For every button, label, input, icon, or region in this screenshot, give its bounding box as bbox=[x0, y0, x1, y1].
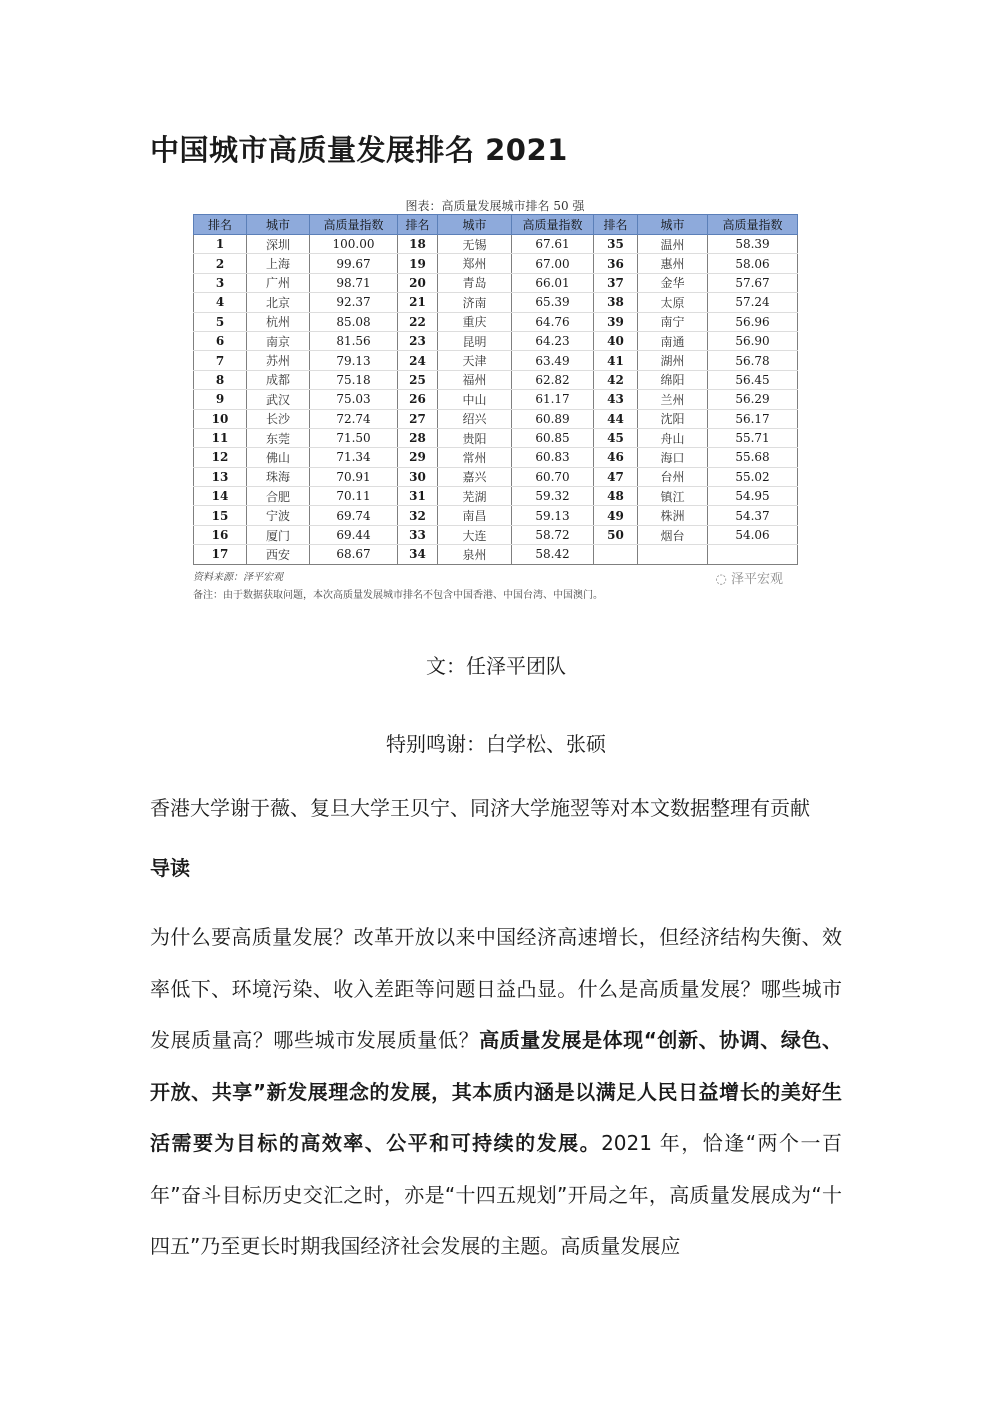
rank-cell: 40 bbox=[594, 331, 638, 350]
intro-bold-text: 高质量发展是体现“创新、协调、绿色、开放、共享”新发展理念的发展，其本质内涵是以满足人民日益增长的美好生活需要为目标的高效率、公平和可持续的发展。 bbox=[150, 1028, 842, 1155]
table-row bbox=[194, 545, 798, 564]
rank-cell: 11 bbox=[194, 428, 247, 447]
city-cell: 长沙 bbox=[247, 409, 310, 428]
watermark: ◌ 泽平宏观 bbox=[715, 571, 783, 587]
intro-text-continued: 2021 年，恰逢“两个一百年”奋斗目标历史交汇之时，亦是“十四五规划”开局之年，高质量发展成为“十四五”乃至更长时期我国经济社会发展的主题。高质量发展应 bbox=[150, 1131, 842, 1258]
rank-cell: 43 bbox=[594, 390, 638, 409]
city-cell: 厦门 bbox=[247, 525, 310, 544]
rank-cell: 4 bbox=[194, 293, 247, 312]
rank-cell: 26 bbox=[398, 390, 438, 409]
index-cell: 63.49 bbox=[512, 351, 594, 370]
city-cell: 福州 bbox=[438, 370, 512, 389]
index-cell: 69.44 bbox=[310, 525, 398, 544]
rank-cell: 6 bbox=[194, 331, 247, 350]
city-cell: 宁波 bbox=[247, 506, 310, 525]
column-header: 城市 bbox=[638, 215, 708, 235]
table-row bbox=[194, 390, 798, 409]
column-header: 高质量指数 bbox=[708, 215, 798, 235]
city-cell: 南通 bbox=[638, 331, 708, 350]
city-cell: 绍兴 bbox=[438, 409, 512, 428]
index-cell: 61.17 bbox=[512, 390, 594, 409]
index-cell: 54.06 bbox=[708, 525, 798, 544]
index-cell: 58.72 bbox=[512, 525, 594, 544]
index-cell: 56.90 bbox=[708, 331, 798, 350]
index-cell: 71.34 bbox=[310, 448, 398, 467]
source-note: 资料来源：泽平宏观 bbox=[193, 571, 283, 583]
city-cell: 贵阳 bbox=[438, 428, 512, 447]
city-cell: 深圳 bbox=[247, 235, 310, 254]
city-cell: 湖州 bbox=[638, 351, 708, 370]
rank-cell: 33 bbox=[398, 525, 438, 544]
index-cell: 71.50 bbox=[310, 428, 398, 447]
column-header: 排名 bbox=[594, 215, 638, 235]
rank-cell: 36 bbox=[594, 254, 638, 273]
table-body bbox=[194, 235, 798, 565]
index-cell: 85.08 bbox=[310, 312, 398, 331]
rank-cell: 20 bbox=[398, 273, 438, 292]
index-cell: 69.74 bbox=[310, 506, 398, 525]
city-cell: 东莞 bbox=[247, 428, 310, 447]
rank-cell: 19 bbox=[398, 254, 438, 273]
lead-heading: 导读 bbox=[150, 856, 190, 880]
index-cell: 75.18 bbox=[310, 370, 398, 389]
index-cell: 79.13 bbox=[310, 351, 398, 370]
rank-cell: 3 bbox=[194, 273, 247, 292]
index-cell: 65.39 bbox=[512, 293, 594, 312]
table-row bbox=[194, 293, 798, 312]
rank-cell: 15 bbox=[194, 506, 247, 525]
table-row bbox=[194, 273, 798, 292]
index-cell: 58.06 bbox=[708, 254, 798, 273]
table-row bbox=[194, 235, 798, 254]
table-row bbox=[194, 409, 798, 428]
column-header: 高质量指数 bbox=[310, 215, 398, 235]
city-cell: 大连 bbox=[438, 525, 512, 544]
city-cell: 泉州 bbox=[438, 545, 512, 564]
city-cell: 株洲 bbox=[638, 506, 708, 525]
city-cell: 中山 bbox=[438, 390, 512, 409]
column-header: 排名 bbox=[194, 215, 247, 235]
table-row bbox=[194, 370, 798, 389]
city-cell: 珠海 bbox=[247, 467, 310, 486]
table-row bbox=[194, 351, 798, 370]
index-cell: 62.82 bbox=[512, 370, 594, 389]
thanks-line: 特别鸣谢：白学松、张硕 bbox=[386, 732, 606, 756]
watermark-text: 泽平宏观 bbox=[730, 571, 783, 587]
city-cell: 太原 bbox=[638, 293, 708, 312]
index-cell: 56.78 bbox=[708, 351, 798, 370]
index-cell: 100.00 bbox=[310, 235, 398, 254]
rank-cell: 30 bbox=[398, 467, 438, 486]
table-row bbox=[194, 467, 798, 486]
city-cell: 青岛 bbox=[438, 273, 512, 292]
index-cell: 56.29 bbox=[708, 390, 798, 409]
rank-cell: 50 bbox=[594, 525, 638, 544]
rank-cell: 29 bbox=[398, 448, 438, 467]
rank-cell: 34 bbox=[398, 545, 438, 564]
city-cell: 郑州 bbox=[438, 254, 512, 273]
city-cell: 南京 bbox=[247, 331, 310, 350]
rank-cell: 39 bbox=[594, 312, 638, 331]
city-cell: 芜湖 bbox=[438, 487, 512, 506]
intro-text: 为什么要高质量发展？改革开放以来中国经济高速增长，但经济结构失衡、效率低下、环境污染、收入差距等问题日益凸显。什么是高质量发展？哪些城市发展质量高？哪些城市发展质量低？ bbox=[150, 925, 842, 1052]
index-cell: 72.74 bbox=[310, 409, 398, 428]
index-cell: 67.61 bbox=[512, 235, 594, 254]
index-cell: 59.32 bbox=[512, 487, 594, 506]
index-cell: 57.67 bbox=[708, 273, 798, 292]
city-cell: 南昌 bbox=[438, 506, 512, 525]
rank-cell: 12 bbox=[194, 448, 247, 467]
rank-cell: 45 bbox=[594, 428, 638, 447]
rank-cell: 49 bbox=[594, 506, 638, 525]
rank-cell: 47 bbox=[594, 467, 638, 486]
index-cell: 55.02 bbox=[708, 467, 798, 486]
column-header: 高质量指数 bbox=[512, 215, 594, 235]
city-cell: 烟台 bbox=[638, 525, 708, 544]
author-line: 文：任泽平团队 bbox=[426, 654, 566, 678]
column-header: 城市 bbox=[247, 215, 310, 235]
index-cell: 56.45 bbox=[708, 370, 798, 389]
city-cell: 武汉 bbox=[247, 390, 310, 409]
index-cell: 64.76 bbox=[512, 312, 594, 331]
table-caption: 图表：高质量发展城市排名 50 强 bbox=[405, 199, 585, 213]
index-cell: 54.37 bbox=[708, 506, 798, 525]
rank-cell: 14 bbox=[194, 487, 247, 506]
rank-cell: 44 bbox=[594, 409, 638, 428]
city-cell: 镇江 bbox=[638, 487, 708, 506]
city-cell: 沈阳 bbox=[638, 409, 708, 428]
index-cell: 56.17 bbox=[708, 409, 798, 428]
city-cell: 上海 bbox=[247, 254, 310, 273]
city-cell: 济南 bbox=[438, 293, 512, 312]
city-cell: 佛山 bbox=[247, 448, 310, 467]
rank-cell bbox=[594, 545, 638, 564]
index-cell: 58.39 bbox=[708, 235, 798, 254]
rank-cell: 31 bbox=[398, 487, 438, 506]
rank-cell: 16 bbox=[194, 525, 247, 544]
ranking-table bbox=[193, 214, 798, 565]
index-cell: 56.96 bbox=[708, 312, 798, 331]
rank-cell: 48 bbox=[594, 487, 638, 506]
rank-cell: 41 bbox=[594, 351, 638, 370]
city-cell: 嘉兴 bbox=[438, 467, 512, 486]
table-notes bbox=[193, 568, 797, 601]
index-cell: 67.00 bbox=[512, 254, 594, 273]
city-cell: 常州 bbox=[438, 448, 512, 467]
rank-cell: 21 bbox=[398, 293, 438, 312]
rank-cell: 10 bbox=[194, 409, 247, 428]
table-row bbox=[194, 331, 798, 350]
city-cell: 广州 bbox=[247, 273, 310, 292]
index-cell: 60.70 bbox=[512, 467, 594, 486]
table-row bbox=[194, 428, 798, 447]
rank-cell: 1 bbox=[194, 235, 247, 254]
rank-cell: 8 bbox=[194, 370, 247, 389]
page-title: 中国城市高质量发展排名 2021 bbox=[150, 133, 568, 167]
index-cell: 60.83 bbox=[512, 448, 594, 467]
city-cell: 合肥 bbox=[247, 487, 310, 506]
rank-cell: 7 bbox=[194, 351, 247, 370]
index-cell: 64.23 bbox=[512, 331, 594, 350]
table-row bbox=[194, 448, 798, 467]
rank-cell: 37 bbox=[594, 273, 638, 292]
city-cell: 西安 bbox=[247, 545, 310, 564]
city-cell: 兰州 bbox=[638, 390, 708, 409]
city-cell: 昆明 bbox=[438, 331, 512, 350]
column-header: 城市 bbox=[438, 215, 512, 235]
city-cell: 绵阳 bbox=[638, 370, 708, 389]
index-cell: 57.24 bbox=[708, 293, 798, 312]
rank-cell: 17 bbox=[194, 545, 247, 564]
index-cell: 68.67 bbox=[310, 545, 398, 564]
index-cell: 99.67 bbox=[310, 254, 398, 273]
city-cell: 苏州 bbox=[247, 351, 310, 370]
index-cell: 58.42 bbox=[512, 545, 594, 564]
rank-cell: 5 bbox=[194, 312, 247, 331]
index-cell: 75.03 bbox=[310, 390, 398, 409]
intro-paragraph bbox=[150, 912, 842, 1273]
index-cell: 98.71 bbox=[310, 273, 398, 292]
index-cell: 70.11 bbox=[310, 487, 398, 506]
ranking-figure bbox=[193, 198, 797, 601]
rank-cell: 46 bbox=[594, 448, 638, 467]
index-cell: 59.13 bbox=[512, 506, 594, 525]
rank-cell: 9 bbox=[194, 390, 247, 409]
index-cell: 60.85 bbox=[512, 428, 594, 447]
rank-cell: 42 bbox=[594, 370, 638, 389]
city-cell: 杭州 bbox=[247, 312, 310, 331]
city-cell: 惠州 bbox=[638, 254, 708, 273]
city-cell: 无锡 bbox=[438, 235, 512, 254]
rank-cell: 24 bbox=[398, 351, 438, 370]
rank-cell: 23 bbox=[398, 331, 438, 350]
city-cell: 台州 bbox=[638, 467, 708, 486]
rank-cell: 28 bbox=[398, 428, 438, 447]
index-cell: 92.37 bbox=[310, 293, 398, 312]
index-cell: 55.68 bbox=[708, 448, 798, 467]
index-cell: 54.95 bbox=[708, 487, 798, 506]
rank-cell: 35 bbox=[594, 235, 638, 254]
city-cell bbox=[638, 545, 708, 564]
rank-cell: 25 bbox=[398, 370, 438, 389]
index-cell bbox=[708, 545, 798, 564]
city-cell: 南宁 bbox=[638, 312, 708, 331]
table-row bbox=[194, 254, 798, 273]
rank-cell: 18 bbox=[398, 235, 438, 254]
remark-note: 备注：由于数据获取问题，本次高质量发展城市排名不包含中国香港、中国台湾、中国澳门。 bbox=[193, 589, 603, 601]
city-cell: 重庆 bbox=[438, 312, 512, 331]
rank-cell: 38 bbox=[594, 293, 638, 312]
column-header: 排名 bbox=[398, 215, 438, 235]
rank-cell: 13 bbox=[194, 467, 247, 486]
rank-cell: 22 bbox=[398, 312, 438, 331]
city-cell: 北京 bbox=[247, 293, 310, 312]
table-row bbox=[194, 506, 798, 525]
city-cell: 海口 bbox=[638, 448, 708, 467]
rank-cell: 32 bbox=[398, 506, 438, 525]
rank-cell: 2 bbox=[194, 254, 247, 273]
index-cell: 55.71 bbox=[708, 428, 798, 447]
city-cell: 金华 bbox=[638, 273, 708, 292]
index-cell: 70.91 bbox=[310, 467, 398, 486]
table-header-row bbox=[194, 215, 798, 235]
table-row bbox=[194, 487, 798, 506]
table-row bbox=[194, 525, 798, 544]
index-cell: 60.89 bbox=[512, 409, 594, 428]
city-cell: 成都 bbox=[247, 370, 310, 389]
city-cell: 舟山 bbox=[638, 428, 708, 447]
rank-cell: 27 bbox=[398, 409, 438, 428]
index-cell: 66.01 bbox=[512, 273, 594, 292]
city-cell: 温州 bbox=[638, 235, 708, 254]
table-row bbox=[194, 312, 798, 331]
index-cell: 81.56 bbox=[310, 331, 398, 350]
city-cell: 天津 bbox=[438, 351, 512, 370]
contributors-line: 香港大学谢于薇、复旦大学王贝宁、同济大学施翌等对本文数据整理有贡献 bbox=[150, 796, 810, 820]
